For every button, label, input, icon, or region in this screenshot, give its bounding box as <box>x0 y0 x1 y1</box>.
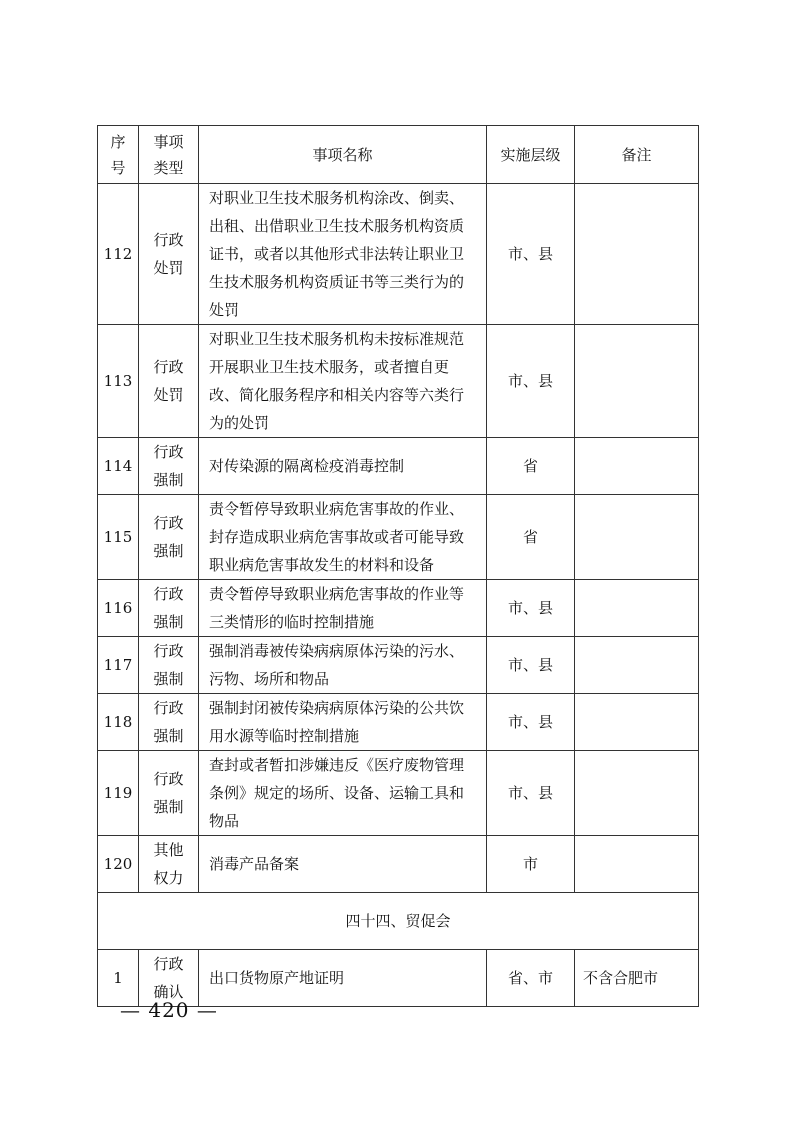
row-level: 市、县 <box>487 580 575 637</box>
header-name: 事项名称 <box>199 126 487 184</box>
table-header-row <box>98 126 699 184</box>
header-level: 实施层级 <box>487 126 575 184</box>
row-level: 市、县 <box>487 325 575 438</box>
row-no: 113 <box>98 325 139 438</box>
row-type: 行政强制 <box>139 637 199 694</box>
table-row <box>98 438 699 495</box>
row-no: 1 <box>98 950 139 1007</box>
row-note <box>575 751 699 836</box>
row-level: 市、县 <box>487 184 575 325</box>
row-level: 市、县 <box>487 694 575 751</box>
table-row <box>98 580 699 637</box>
section-row <box>98 893 699 950</box>
row-note: 不含合肥市 <box>575 950 699 1007</box>
table-row <box>98 836 699 893</box>
row-no: 120 <box>98 836 139 893</box>
table-row <box>98 495 699 580</box>
header-type: 事项类型 <box>139 126 199 184</box>
row-note <box>575 184 699 325</box>
header-no: 序号 <box>98 126 139 184</box>
row-name: 强制消毒被传染病病原体污染的污水、污物、场所和物品 <box>199 637 487 694</box>
row-note <box>575 438 699 495</box>
row-type: 行政强制 <box>139 495 199 580</box>
row-level: 省、市 <box>487 950 575 1007</box>
row-type: 行政确认 <box>139 950 199 1007</box>
power-list-table <box>97 125 699 1007</box>
row-note <box>575 836 699 893</box>
row-name: 对职业卫生技术服务机构未按标准规范开展职业卫生技术服务，或者擅自更改、简化服务程序和相关内容等六类行为的处罚 <box>199 325 487 438</box>
row-name: 责令暂停导致职业病危害事故的作业等三类情形的临时控制措施 <box>199 580 487 637</box>
table-row <box>98 751 699 836</box>
page-number: — 420 — <box>120 998 218 1022</box>
row-no: 112 <box>98 184 139 325</box>
row-type: 行政强制 <box>139 694 199 751</box>
table-row <box>98 694 699 751</box>
row-type: 行政处罚 <box>139 184 199 325</box>
table-row <box>98 325 699 438</box>
row-type: 行政强制 <box>139 580 199 637</box>
row-level: 省 <box>487 438 575 495</box>
row-type: 行政强制 <box>139 438 199 495</box>
row-level: 市、县 <box>487 637 575 694</box>
row-type: 行政强制 <box>139 751 199 836</box>
row-no: 116 <box>98 580 139 637</box>
row-name: 对职业卫生技术服务机构涂改、倒卖、出租、出借职业卫生技术服务机构资质证书，或者以其他形式非法转让职业卫生技术服务机构资质证书等三类行为的处罚 <box>199 184 487 325</box>
row-note <box>575 580 699 637</box>
row-level: 市 <box>487 836 575 893</box>
row-note <box>575 637 699 694</box>
row-note <box>575 495 699 580</box>
row-no: 118 <box>98 694 139 751</box>
section-title: 四十四、贸促会 <box>98 893 699 950</box>
row-level: 省 <box>487 495 575 580</box>
row-type: 其他权力 <box>139 836 199 893</box>
row-type: 行政处罚 <box>139 325 199 438</box>
row-name: 强制封闭被传染病病原体污染的公共饮用水源等临时控制措施 <box>199 694 487 751</box>
row-no: 114 <box>98 438 139 495</box>
row-level: 市、县 <box>487 751 575 836</box>
row-note <box>575 694 699 751</box>
table-row <box>98 637 699 694</box>
row-name: 消毒产品备案 <box>199 836 487 893</box>
row-name: 对传染源的隔离检疫消毒控制 <box>199 438 487 495</box>
row-name: 查封或者暂扣涉嫌违反《医疗废物管理条例》规定的场所、设备、运输工具和物品 <box>199 751 487 836</box>
header-note: 备注 <box>575 126 699 184</box>
row-no: 119 <box>98 751 139 836</box>
row-note <box>575 325 699 438</box>
row-no: 117 <box>98 637 139 694</box>
row-name: 责令暂停导致职业病危害事故的作业、封存造成职业病危害事故或者可能导致职业病危害事故发生的材料和设备 <box>199 495 487 580</box>
row-no: 115 <box>98 495 139 580</box>
table-row <box>98 184 699 325</box>
row-name: 出口货物原产地证明 <box>199 950 487 1007</box>
